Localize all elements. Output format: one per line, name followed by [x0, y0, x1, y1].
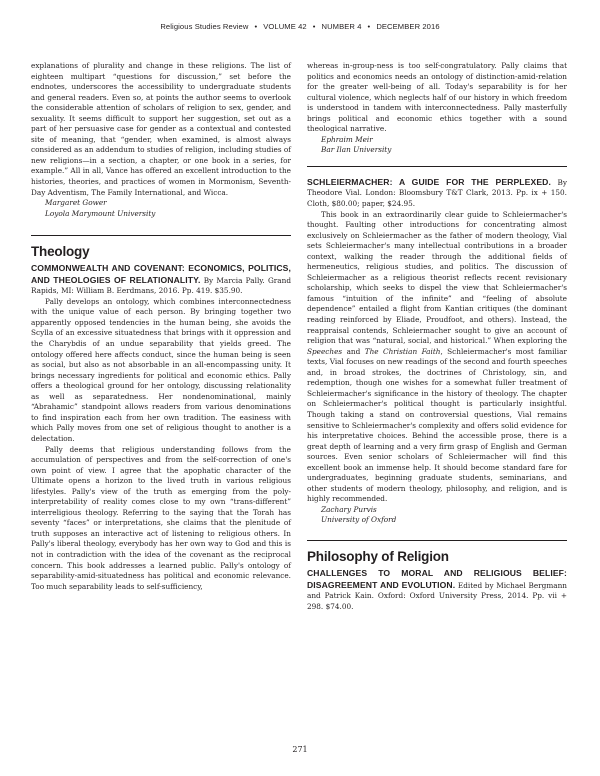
reviewer-affiliation: Bar Ilan University: [321, 145, 392, 155]
review-text: , Schleiermacher's most familiar texts, Vial focuses on new readings of the second and fourth speeches and, in broad strokes, the doctrines of Christology, sin, and redemption, though one wishes for a somewhat fuller treatment of Schleiermacher's significance in the history of theology. The chapter on Schleiermacher's political thought is particularly insightful. Though taking a stand on controversial questions, Vial remains sensitive to Schleiermacher's complexity and offers solid evidence for his interpretative choices. Behind the accessible prose, there is a great depth of learning and a very firm grasp of English and German sources. Even senior scholars of Schleiermacher will find this excellent book an immense help. It should become standard fare for undergraduates, beginning graduate students, seminarians, and other students of modern theology, philosophy, and religion, and is highly recommended.: [307, 346, 567, 504]
volume-label: VOLUME 42: [263, 22, 307, 31]
running-header: [0, 22, 600, 31]
journal-name: Religious Studies Review: [160, 22, 249, 31]
continued-paragraph: whereas in-group-ness is too self-congratulatory. Pally claims that politics and economics needs an ontology of distinction-amid-relation for the greater well-being of all. Today's separability is for her cultural violence, which neglects half of our history in which freedom is understood in tandem with interconnectedness. Pally masterfully brings political and economic ethics together with a sound theological narrative.: [307, 61, 567, 134]
issue-date: DECEMBER 2016: [376, 22, 440, 31]
reviewer-affiliation: Loyola Marymount University: [45, 208, 156, 218]
book-publication: Edited by Michael Bergmann and Patrick Kain. Oxford: Oxford University Press, 2014. Pp. vii + 298. $74.00.: [307, 580, 567, 611]
title-christian-faith: The Christian Faith: [364, 346, 441, 356]
reviewer-name: Ephraim Meir: [321, 134, 373, 144]
page-number: 271: [292, 745, 308, 754]
review-paragraph: Pally deems that religious understanding follows from the accumulation of perspectives and from the self-correction of one's own point of view. I agree that the apophatic character of the Ultimate opens a horizon to the lived truth in various religious lifestyles. Pally's view of the truth as emerging from the poly-interpretability of reality comes close to my own “trans-different” interreligious theology. Referring to the saying that the Torah has seventy “faces” or interpretations, she claims that the plenitude of truth supposes an interactive act of listening to religious others. In Pally's liberal theology, everybody has her own way to God and this is not in contradiction with the idea of the covenant as the reciprocal concern. This book addresses a learned public. Pally's ontology of separability-amid-situatedness has political and economic relevance. Too much separability leads to self-sufficiency,: [31, 444, 291, 591]
book-publication: By Theodore Vial. London: Bloomsbury T&T Clark, 2013. Pp. ix + 150. Cloth, $80.00; paper, $24.95.: [307, 177, 568, 209]
review-text: and: [342, 346, 365, 356]
right-column: [307, 61, 567, 612]
header-bullet: •: [254, 22, 258, 31]
review-paragraph: Pally develops an ontology, which combines interconnectedness with the unique value of each person. By bringing together two apparently opposed tendencies in the human being, she avoids the Scylla of an excessive situatedness that brings with it oppression and the Charybdis of an undue separability that yields greed. The ontology offered here affects conduct, since the human being is seen as social, but also as not absorbable in an all-encompassing unity. It brings necessary ingredients for political and economic ethics. Pally offers a theological ground for her ontology, discussing relationality as well as separatedness. Her nondenominational, mainly “Abrahamic” standpoint allows readers from various denominations to find inspiration each from her own tradition. The easiness with which Pally moves from one set of religious thought to another is a delectation.: [31, 296, 291, 443]
review-heading: [31, 263, 291, 297]
left-column: [31, 61, 291, 592]
review-divider: [307, 166, 567, 167]
book-title: CHALLENGES TO MORAL AND RELIGIOUS BELIEF: DISAGREEMENT AND EVOLUTION.: [307, 567, 567, 590]
number-label: NUMBER 4: [321, 22, 362, 31]
book-title: COMMONWEALTH AND COVENANT: ECONOMICS, POLITICS, AND THEOLOGIES OF RELATIONALITY.: [31, 263, 291, 285]
review-heading: [307, 568, 567, 612]
book-publication: By Marcia Pally. Grand Rapids, MI: William B. Eerdmans, 2016. Pp. 419. $35.90.: [31, 275, 291, 296]
reviewer-name: Margaret Gower: [45, 198, 107, 208]
reviewer-affiliation: University of Oxford: [321, 515, 397, 525]
title-speeches: Speeches: [307, 346, 343, 356]
review-text: This book in an extraordinarily clear guide to Schleiermacher's thought. Faulting other introductions for concentrating almost exclusively on Schleiermacher as the father of modern theology, Vial sets Schleiermacher's many intellectual contributions in a broader context, walking the reader through the additional fields of hermeneutics, religious studies, and politics. The discussion of Schleiermacher as a religious theorist reflects recent revisionary scholarship, which seeks to dispel the view that Schleiermacher's famous “intuition of the infinite” and “feeling of absolute dependence” entailed a flight from Kantian critiques (the dominant reading reinforced by Eliade, Proudfoot, and others). Instead, the reappraisal contends, Schleiermacher sought to give an account of religion that was “natural, social, and historical.” When exploring the: [307, 209, 567, 346]
review-heading: [307, 177, 567, 210]
header-bullet: •: [312, 22, 316, 31]
reviewer-name: Zachary Purvis: [321, 504, 377, 514]
header-bullet: •: [367, 22, 371, 31]
review-paragraph: [307, 210, 567, 505]
section-title-philosophy: Philosophy of Religion: [307, 540, 567, 564]
book-title: SCHLEIERMACHER: A GUIDE FOR THE PERPLEXED.: [307, 176, 551, 187]
section-title-theology: Theology: [31, 235, 291, 259]
intro-paragraph: explanations of plurality and change in these religions. The list of eighteen multipart “questions for discussion,” set before the endnotes, underscores the accessibility to undergraduate students and general readers. Even so, at points the author seems to overlook the considerable attention of scholars of religion to sex, gender, and sexuality. It seems difficult to support her suggestion, set out as a part of her persuasive case for gender as a contextual and contested site of meaning, that “gender, when examined, is almost always considered as an addendum to studies of religion, including studies of new religions—in a section, a chapter, or one book in a series, for example.” All in all, Vance has offered an excellent introduction to the histories, theories, and practices of women in Mormonism, Seventh-Day Adventism, The Family International, and Wicca.: [31, 61, 291, 197]
